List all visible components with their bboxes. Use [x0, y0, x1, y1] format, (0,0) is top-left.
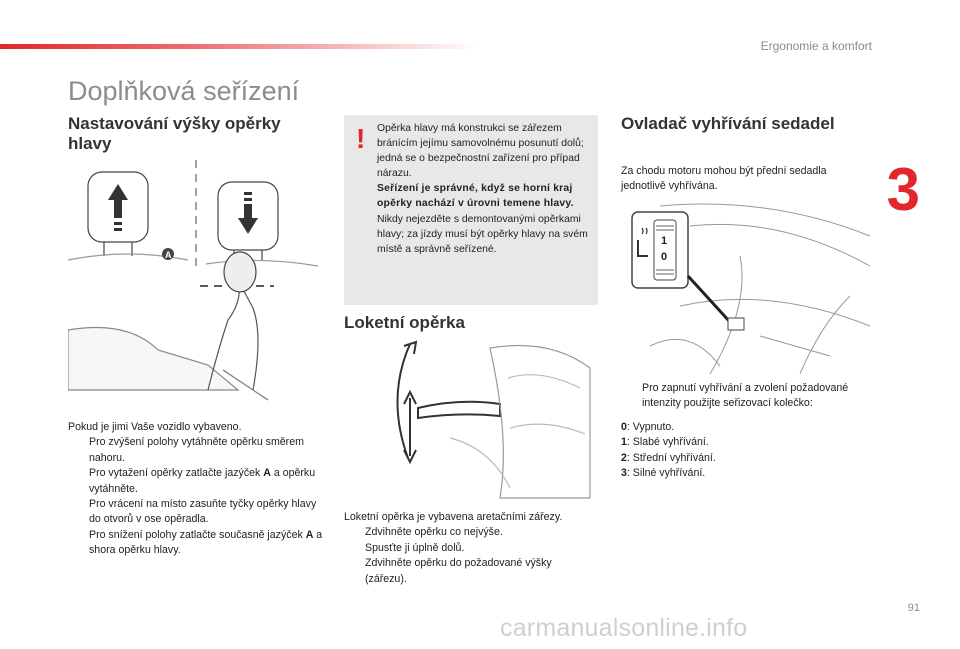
- heating-level-2: [621, 451, 883, 466]
- level-num: 1: [621, 436, 627, 449]
- watermark: carmanualsonline.info: [500, 614, 748, 642]
- level-text: : Silné vyhřívání.: [626, 467, 706, 480]
- dial-label-0: 0: [661, 251, 668, 263]
- level-text: : Vypnuto.: [626, 420, 675, 433]
- armrest-intro: Loketní opěrka je vybavena aretačními zářezy.: [344, 511, 563, 523]
- chapter-number: 3: [886, 156, 920, 223]
- armrest-bullet-2: Spusťte ji úplně dolů.: [365, 541, 465, 554]
- section-title: Ergonomie a komfort: [760, 39, 872, 53]
- heating-bullet: Pro zapnutí vyhřívání a zvolení požadované intenzity použijte seřizovací kolečko:: [642, 382, 849, 410]
- armrest-illustration: [390, 338, 600, 500]
- headrest-bullet-4-pre: Pro snížení polohy zatlačte současně jazýček: [89, 528, 306, 541]
- headrest-bullet-2-pre: Pro vytažení opěrky zatlačte jazýček: [89, 467, 264, 480]
- heating-intro: Za chodu motoru mohou být přední sedadla jednotlivě vyhřívána.: [621, 165, 827, 193]
- armrest-bullet-1: Zdvihněte opěrku co nejvýše.: [365, 526, 503, 539]
- level-num: 2: [621, 451, 627, 464]
- page-title: Doplňková seřízení: [68, 76, 300, 106]
- list-item: [344, 556, 596, 587]
- headrest-text: [68, 420, 330, 559]
- list-item: [68, 497, 330, 528]
- heating-text: [621, 381, 883, 481]
- heating-level-0: [621, 420, 883, 435]
- warning-icon: !: [356, 123, 366, 154]
- heating-level-1: [621, 435, 883, 450]
- header-accent-bar: [0, 44, 480, 49]
- headrest-bullet-4-bold: A: [305, 528, 314, 541]
- headrest-intro: Pokud je jimi Vaše vozidlo vybaveno.: [68, 421, 242, 433]
- level-text: : Slabé vyhřívání.: [626, 436, 709, 449]
- list-item: [68, 466, 330, 497]
- list-item: [344, 525, 596, 540]
- heating-level-3: [621, 466, 883, 481]
- seat-heating-illustration: [620, 196, 882, 374]
- warning-box: [344, 115, 598, 305]
- list-item: [68, 435, 330, 466]
- headrest-bullet-3-pre: Pro vrácení na místo zasuňte tyčky opěrky hlavy do otvorů v ose opěradla.: [89, 498, 317, 526]
- warning-text-1: Opěrka hlavy má konstrukci se zářezem bránícím jejímu samovolnému posunutí dolů; jedná se o bezpečnostní zařízení pro případ nárazu.: [377, 123, 584, 180]
- armrest-bullet-3: Zdvihněte opěrku do požadované výšky (zářezu).: [365, 557, 552, 585]
- headrest-illustration: [68, 160, 328, 402]
- headrest-bullet-2-bold: A: [263, 467, 271, 480]
- headrest-heading-wrap: [68, 114, 318, 154]
- armrest-heading: Loketní opěrka: [344, 313, 465, 332]
- page-number: 91: [907, 602, 920, 614]
- headrest-bullet-4-post: a shora opěrku hlavy.: [89, 528, 323, 557]
- callout-a-label: A: [165, 250, 172, 260]
- headrest-bullet-2-post: a opěrku vytáhněte.: [89, 467, 316, 495]
- heating-heading: Ovladač vyhřívání sedadel: [621, 114, 835, 133]
- list-item: [344, 541, 596, 556]
- level-text: : Střední vyhřívání.: [626, 451, 716, 464]
- list-item: [621, 381, 883, 412]
- dial-label-1: 1: [661, 235, 668, 247]
- headrest-bullet-1-pre: Pro zvýšení polohy vytáhněte opěrku směrem nahoru.: [89, 436, 304, 464]
- list-item: [68, 528, 330, 559]
- armrest-text: [344, 510, 596, 587]
- warning-text-bold: Seřízení je správné, když se horní kraj opěrky nachází v úrovni temene hlavy.: [377, 183, 574, 210]
- warning-text-2: Nikdy nejezděte s demontovanými opěrkami hlavy; za jízdy musí být opěrky hlavy na svém místě a správně seřízené.: [377, 213, 588, 255]
- headrest-heading: Nastavování výšky opěrky hlavy: [68, 114, 281, 153]
- level-num: 0: [621, 420, 627, 433]
- level-num: 3: [621, 467, 627, 480]
